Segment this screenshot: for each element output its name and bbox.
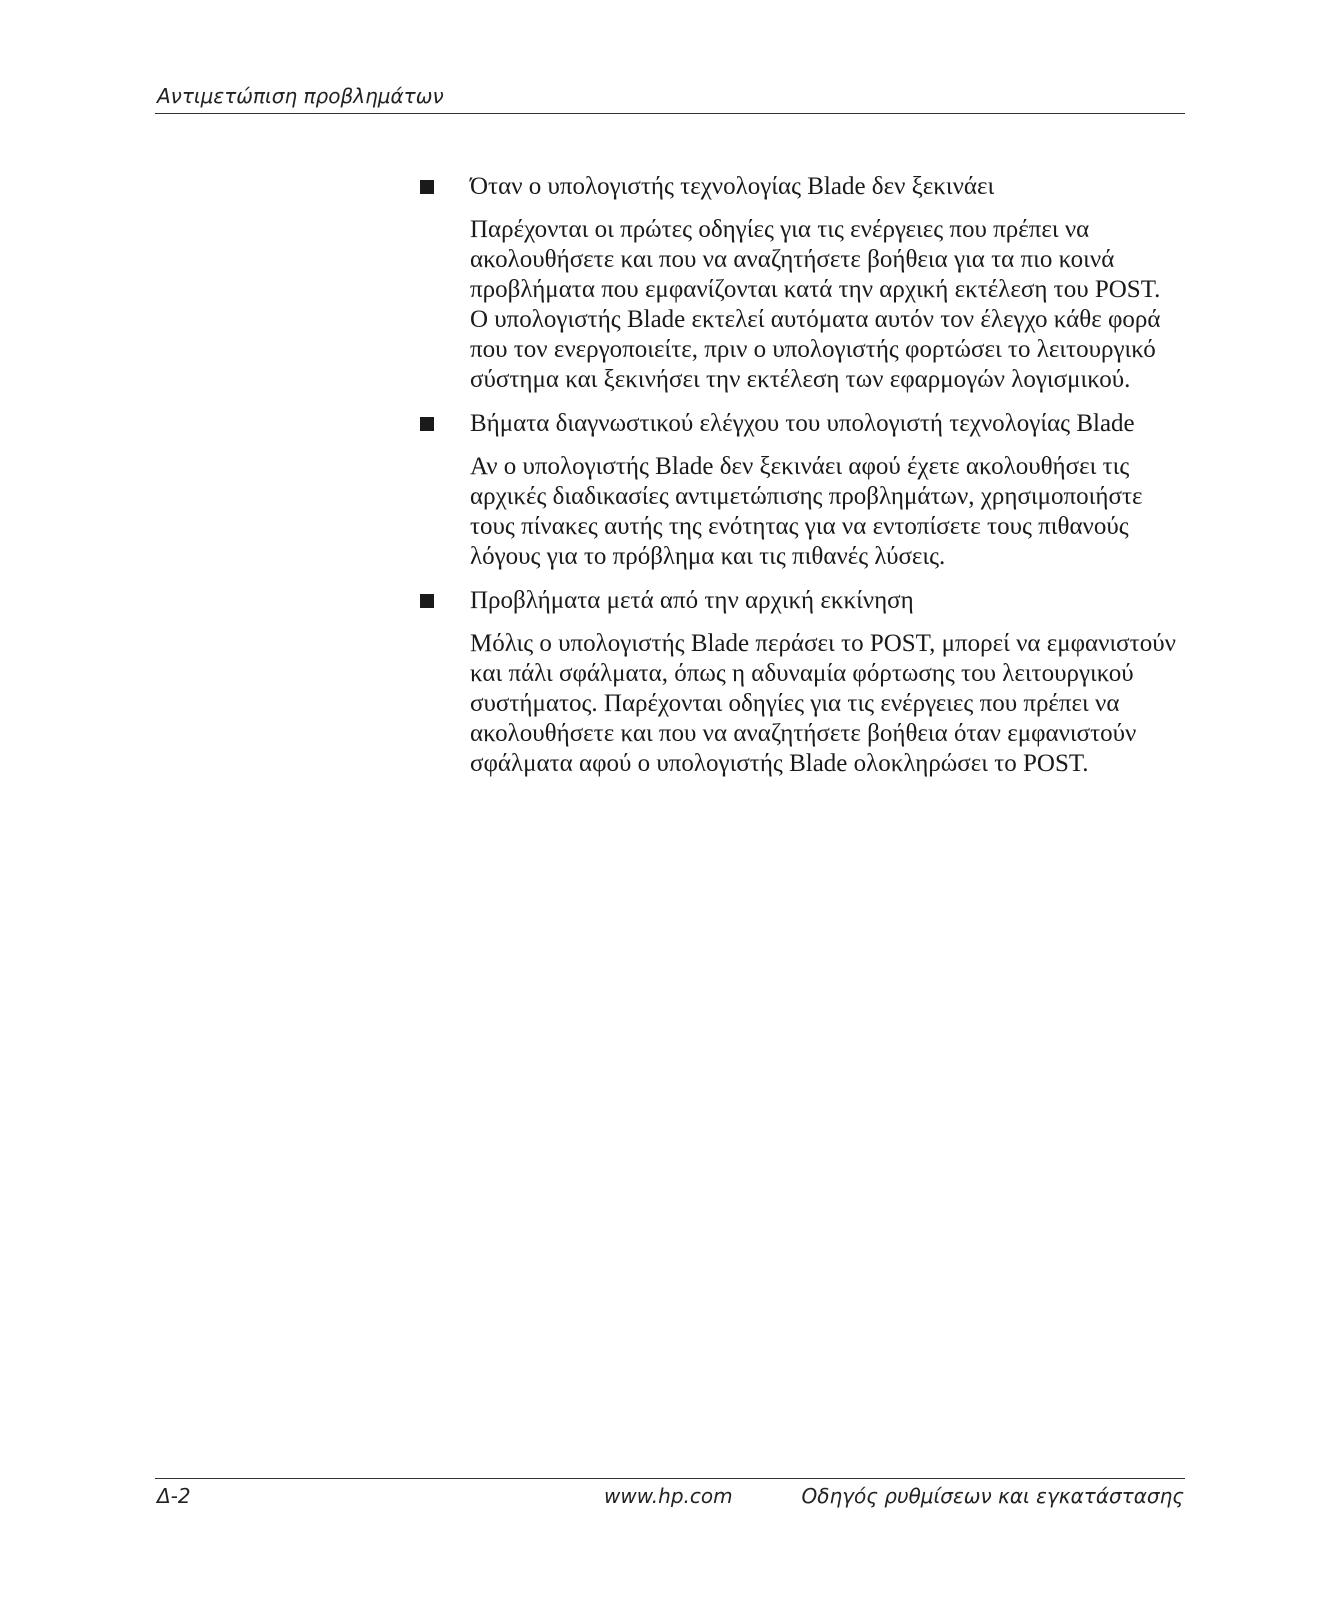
square-bullet-icon — [420, 417, 434, 431]
list-item — [420, 172, 1180, 395]
header-divider — [155, 113, 1185, 114]
list-item — [420, 586, 1180, 779]
item-title: Προβλήματα μετά από την αρχική εκκίνηση — [470, 587, 914, 614]
item-description: Παρέχονται οι πρώτες οδηγίες για τις ενέργειες που πρέπει να ακολουθήσετε και που να αναζητήσετε βοήθεια για τα πιο κοινά προβλήματα που εμφανίζονται κατά την αρχική εκτέλεση του POST. Ο υπολογιστής Blade εκτελεί αυτόματα αυτόν τον έλεγχο κάθε φορά που τον ενεργοποιείτε, πριν ο υπολογιστής φορτώσει το λειτουργικό σύστημα και ξεκινήσει την εκτέλεση των εφαρμογών λογισμικού. — [470, 216, 1161, 393]
square-bullet-icon — [420, 180, 434, 194]
item-title: Όταν ο υπολογιστής τεχνολογίας Blade δεν ξεκινάει — [470, 173, 995, 200]
footer-divider — [155, 1478, 1185, 1479]
page-number: Δ-2 — [157, 1484, 191, 1508]
item-description: Μόλις ο υπολογιστής Blade περάσει το POST, μπορεί να εμφανιστούν και πάλι σφάλματα, όπως η αδυναμία φόρτωσης του λειτουργικού συστήματος. Παρέχονται οδηγίες για τις ενέργειες που πρέπει να ακολουθήσετε και που να αναζητήσετε βοήθεια όταν εμφανιστούν σφάλματα αφού ο υπολογιστής Blade ολοκληρώσει το POST. — [470, 630, 1176, 777]
footer-website: www.hp.com — [604, 1484, 733, 1508]
main-content — [420, 172, 1180, 793]
item-description: Αν ο υπολογιστής Blade δεν ξεκινάει αφού έχετε ακολουθήσει τις αρχικές διαδικασίες αντιμετώπισης προβλημάτων, χρησιμοποιήστε τους πίνακες αυτής της ενότητας για να εντοπίσετε τους πιθανούς λόγους για το πρόβλημα και τις πιθανές λύσεις. — [470, 453, 1143, 570]
item-title: Βήματα διαγνωστικού ελέγχου του υπολογιστή τεχνολογίας Blade — [470, 410, 1135, 437]
running-header: Αντιμετώπιση προβλημάτων — [157, 84, 444, 108]
list-item — [420, 409, 1180, 572]
footer-guide-title: Οδηγός ρυθμίσεων και εγκατάστασης — [801, 1484, 1184, 1508]
square-bullet-icon — [420, 594, 434, 608]
